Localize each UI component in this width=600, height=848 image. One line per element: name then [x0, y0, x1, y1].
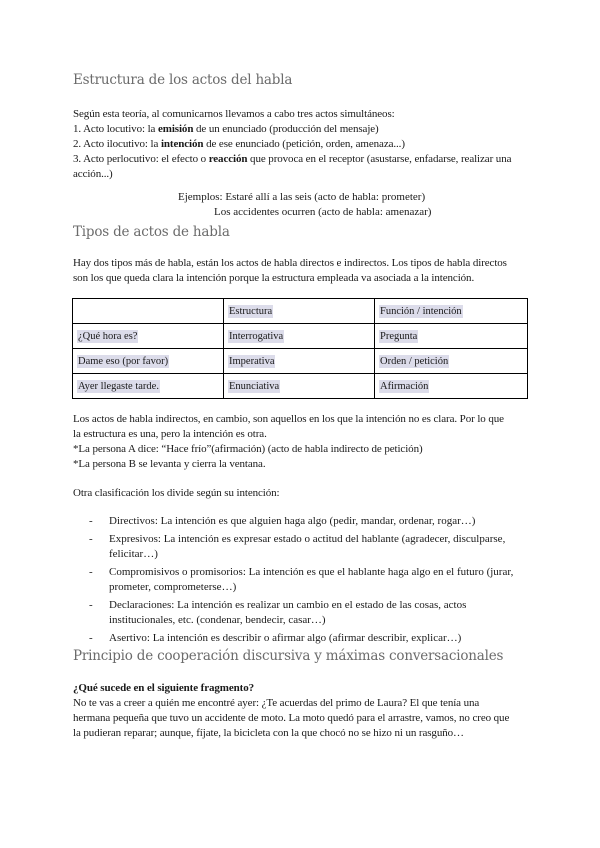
item-illocutive [73, 137, 533, 152]
list-item-text: Expresivos: La intención es expresar estado o actitud del hablante (agradecer, disculparse, [109, 533, 506, 545]
person-b-example: *La persona B se levanta y cierra la ventana. [73, 458, 266, 470]
heading-structure: Estructura de los actos del habla [73, 72, 293, 88]
fragment-line2: hermana pequeña que tuvo un accidente de moto. La moto quedó para el arrastre, vamos, no creo que [73, 712, 510, 724]
cell-text: Interrogativa [229, 330, 284, 342]
table-cell [224, 324, 375, 349]
indirect-line1: Los actos de habla indirectos, en cambio, son aquellos en los que la intención no es clara. Por lo que [73, 413, 504, 425]
dash-bullet: - [89, 566, 93, 578]
fragment-line3: la pudieran reparar; aunque, fíjate, la bicicleta con la que chocó no se hizo ni un rasguño… [73, 727, 464, 739]
intro-text: Según esta teoría, al comunicarnos llevamos a cabo tres actos simultáneos: [73, 108, 395, 120]
cell-text: Dame eso (por favor) [78, 355, 169, 367]
cell-text: Ayer llegaste tarde. [78, 380, 159, 392]
list-item-text: Compromisivos o promisorios: La intención es que el hablante haga algo en el futuro (jurar, [109, 566, 514, 578]
intention-list [73, 514, 533, 649]
heading-cooperation: Principio de cooperación discursiva y máximas conversacionales [73, 648, 504, 664]
list-item [73, 598, 533, 628]
table-header-cell [73, 299, 224, 324]
cell-text: ¿Qué hora es? [78, 330, 138, 342]
table-row [73, 349, 528, 374]
item-text: que provoca en el receptor (asustarse, enfadarse, realizar una [247, 153, 512, 165]
dash-bullet: - [89, 515, 93, 527]
table-row [73, 324, 528, 349]
table-header-cell [375, 299, 528, 324]
dash-bullet: - [89, 533, 93, 545]
indirect-line2: la estructura es una, pero la intención es otra. [73, 428, 267, 440]
fragment-line1: No te vas a creer a quién me encontré ayer: ¿Te acuerdas del primo de Laura? El que tenía una [73, 697, 480, 709]
types-paragraph-line2: son los que queda clara la intención porque la estructura empleada va asociada a la intención. [73, 272, 475, 284]
list-item-text: Asertivo: La intención es describir o afirmar algo (afirmar describir, explicar…) [109, 632, 462, 644]
table-cell [375, 349, 528, 374]
list-item-text: prometer, comprometerse…) [109, 581, 237, 593]
example-threat: Los accidentes ocurren (acto de habla: amenazar) [214, 206, 432, 218]
dash-bullet: - [89, 599, 93, 611]
table-header-row [73, 299, 528, 324]
item-bold: intención [160, 138, 204, 150]
item-text: de un enunciado (producción del mensaje) [193, 123, 379, 135]
heading-types: Tipos de actos de habla [73, 224, 230, 240]
cell-text: Imperativa [229, 355, 275, 367]
item-text: 3. Acto perlocutivo: el efecto o [73, 153, 209, 165]
table-cell [224, 349, 375, 374]
list-item [73, 532, 533, 562]
item-bold: emisión [157, 123, 194, 135]
item-text: 2. Acto ilocutivo: la [73, 138, 161, 150]
header-structure: Estructura [229, 305, 273, 317]
table-cell [73, 374, 224, 399]
classification-text: Otra clasificación los divide según su intención: [73, 487, 280, 499]
table-header-cell [224, 299, 375, 324]
table-cell [73, 349, 224, 374]
item-bold: reacción [208, 153, 248, 165]
list-item-text: Directivos: La intención es que alguien haga algo (pedir, mandar, ordenar, rogar…) [109, 515, 476, 527]
cell-text: Orden / petición [380, 355, 449, 367]
list-item-text: institucionales, etc. (condenar, bendecir, casar…) [109, 614, 326, 626]
header-function: Función / intención [380, 305, 462, 317]
item-locutive [73, 122, 533, 137]
list-item [73, 565, 533, 595]
example-promise: Ejemplos: Estaré allí a las seis (acto de habla: prometer) [178, 191, 426, 203]
table-row [73, 374, 528, 399]
list-item [73, 514, 533, 529]
list-item-text: felicitar…) [109, 548, 158, 560]
table-cell [375, 324, 528, 349]
dash-bullet: - [89, 632, 93, 644]
cell-text: Pregunta [380, 330, 418, 342]
item-text: de ese enunciado (petición, orden, amenaza...) [203, 138, 405, 150]
cell-text: Afirmación [380, 380, 429, 392]
item-text: 1. Acto locutivo: la [73, 123, 158, 135]
table-cell [375, 374, 528, 399]
list-item-text: Declaraciones: La intención es realizar un cambio en el estado de las cosas, actos [109, 599, 467, 611]
table-cell [224, 374, 375, 399]
fragment-question: ¿Qué sucede en el siguiente fragmento? [73, 682, 255, 694]
item-perlocutive-cont: acción...) [73, 168, 113, 180]
types-paragraph-line1: Hay dos tipos más de habla, están los actos de habla directos e indirectos. Los tipos de habla directos [73, 257, 507, 269]
cell-text: Enunciativa [229, 380, 280, 392]
speech-acts-table [72, 298, 528, 399]
list-item [73, 631, 533, 646]
person-a-example: *La persona A dice: “Hace frío”(afirmación) (acto de habla indirecto de petición) [73, 443, 423, 455]
item-perlocutive [73, 152, 533, 167]
table-cell [73, 324, 224, 349]
